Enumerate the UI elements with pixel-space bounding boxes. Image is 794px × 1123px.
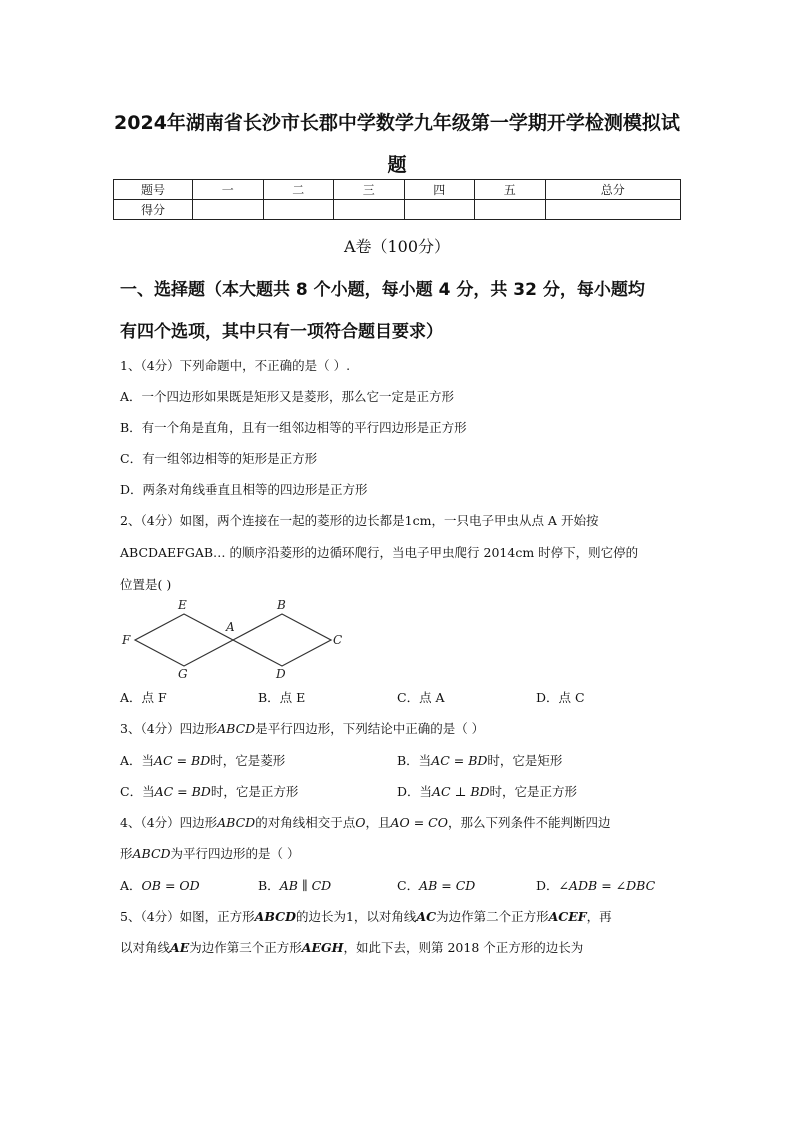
q1-option-a: A．一个四边形如果既是矩形又是菱形，那么它一定是正方形: [120, 389, 455, 404]
q5-p7: ，如此下去，则第 2018 个正方形的边长为: [343, 940, 584, 955]
q4-option-a: [120, 876, 200, 894]
label-g: G: [178, 667, 188, 680]
score-cell[interactable]: [334, 200, 405, 220]
q4-c-math: AB = CD: [419, 878, 476, 893]
q3-option-c: [120, 782, 298, 800]
q4-s4: ，那么下列条件不能判断四边: [447, 815, 611, 830]
score-row-label: 得分: [114, 200, 193, 220]
q4-a-label: A．: [120, 878, 142, 893]
q3-stem-pre: 3、（4分）四边形: [120, 721, 218, 736]
q4-v1: ABCD: [217, 815, 256, 830]
score-header-cell: 四: [404, 180, 475, 200]
q5-v2: AC: [416, 909, 437, 924]
q4-v5: ABCD: [132, 846, 171, 861]
q4-d-math: ∠ADB = ∠DBC: [558, 878, 656, 893]
q5-p1: 5、（4分）如图，正方形: [120, 909, 255, 924]
q2-rhombus-figure: [118, 598, 344, 680]
q2-option-d: D．点 C: [536, 690, 585, 705]
q3-b-pre: B．当: [397, 753, 432, 768]
q4-d-label: D．: [536, 878, 559, 893]
q1-option-b: B．有一个角是直角，且有一组邻边相等的平行四边形是正方形: [120, 420, 467, 435]
score-cell[interactable]: [404, 200, 475, 220]
q1-option-c: C．有一组邻边相等的矩形是正方形: [120, 451, 318, 466]
q3-d-math: AC ⊥ BD: [432, 784, 490, 799]
q2-option-b: B．点 E: [258, 690, 306, 705]
q3-b-post: 时，它是矩形: [487, 753, 563, 768]
q4-s2: 的对角线相交于点: [255, 815, 356, 830]
q3-b-math: AC = BD: [431, 753, 488, 768]
section-a-heading: A卷（100分）: [343, 237, 451, 256]
q4-option-b: [258, 876, 331, 894]
rhombus-right: [233, 614, 331, 666]
q1-option-d: D．两条对角线垂直且相等的四边形是正方形: [120, 482, 368, 497]
q5-p6: 为边作第三个正方形: [189, 940, 302, 955]
q3-a-pre: A．当: [120, 753, 155, 768]
label-c: C: [333, 633, 343, 647]
score-cell[interactable]: [545, 200, 681, 220]
q5-v5: AE: [170, 940, 190, 955]
q3-option-b: [397, 751, 562, 769]
q4-option-c: [397, 876, 475, 894]
q5-v1: ABCD: [254, 909, 296, 924]
q4-b-label: B．: [258, 878, 280, 893]
q5-p5: 以对角线: [120, 940, 171, 955]
q5-stem-line2: [120, 938, 583, 956]
q5-v3: ACEF: [548, 909, 587, 924]
score-table: [113, 179, 681, 220]
q3-stem-var: ABCD: [217, 721, 256, 736]
q2-stem-line1: 2、（4分）如图，两个连接在一起的菱形的边长都是1cm，一只电子甲虫从点 A 开始按: [120, 513, 599, 528]
q4-c-label: C．: [397, 878, 420, 893]
score-header-cell: 题号: [114, 180, 193, 200]
q3-c-math: AC = BD: [154, 784, 211, 799]
q3-d-post: 时，它是正方形: [489, 784, 578, 799]
q4-v3: AO = CO: [390, 815, 448, 830]
q4-stem-line1: [120, 813, 611, 831]
q3-c-pre: C．当: [120, 784, 155, 799]
q4-stem-line2: [120, 844, 300, 862]
score-cell[interactable]: [193, 200, 264, 220]
score-table-header-row: [114, 180, 681, 200]
q3-option-a: [120, 751, 285, 769]
rhombus-left: [135, 614, 233, 666]
q4-v2: O: [355, 815, 366, 830]
q3-stem: [120, 719, 484, 737]
q2-stem-line2: ABCDAEFGAB… 的顺序沿菱形的边循环爬行，当电子甲虫爬行 2014cm 时停下，则它停的: [120, 545, 639, 560]
label-b: B: [277, 598, 286, 612]
label-d: D: [276, 667, 286, 680]
q4-b-math: AB ∥ CD: [279, 878, 332, 893]
q3-a-math: AC = BD: [154, 753, 211, 768]
q3-a-post: 时，它是菱形: [210, 753, 286, 768]
part1-heading-line1: 一、选择题（本大题共 8 个小题，每小题 4 分，共 32 分，每小题均: [120, 280, 645, 300]
part1-heading-line2: 有四个选项，其中只有一项符合题目要求）: [120, 322, 443, 342]
score-header-cell: 总分: [545, 180, 681, 200]
q3-c-post: 时，它是正方形: [210, 784, 299, 799]
q5-p3: 为边作第二个正方形: [436, 909, 549, 924]
score-header-cell: 二: [263, 180, 334, 200]
q5-v6: AEGH: [301, 940, 344, 955]
score-header-cell: 三: [334, 180, 405, 200]
exam-title-line1: 2024年湖南省长沙市长郡中学数学九年级第一学期开学检测模拟试: [114, 112, 680, 134]
exam-title-line2: 题: [387, 154, 407, 176]
score-header-cell: 一: [193, 180, 264, 200]
q2-option-a: A．点 F: [120, 690, 167, 705]
label-e: E: [178, 598, 187, 612]
label-a: A: [226, 620, 235, 634]
score-header-cell: 五: [475, 180, 546, 200]
q2-option-c: C．点 A: [397, 690, 445, 705]
q1-stem: 1、（4分）下列命题中，不正确的是（ ）.: [120, 358, 351, 373]
score-table-score-row: [114, 200, 681, 220]
q4-s5: 形: [120, 846, 133, 861]
q5-p2: 的边长为1，以对角线: [295, 909, 417, 924]
q5-p4: ，再: [586, 909, 612, 924]
q4-s1: 4、（4分）四边形: [120, 815, 218, 830]
label-f: F: [122, 633, 131, 647]
q4-a-math: OB = OD: [141, 878, 200, 893]
q4-option-d: [536, 876, 655, 894]
q3-d-pre: D．当: [397, 784, 433, 799]
q2-stem-line3: 位置是( ): [120, 577, 172, 592]
q3-option-d: [397, 782, 577, 800]
q3-stem-post: 是平行四边形，下列结论中正确的是（ ）: [255, 721, 485, 736]
score-cell[interactable]: [263, 200, 334, 220]
q4-s3: ，且: [365, 815, 391, 830]
q5-stem-line1: [120, 907, 612, 925]
score-cell[interactable]: [475, 200, 546, 220]
q4-s6: 为平行四边形的是（ ）: [170, 846, 300, 861]
